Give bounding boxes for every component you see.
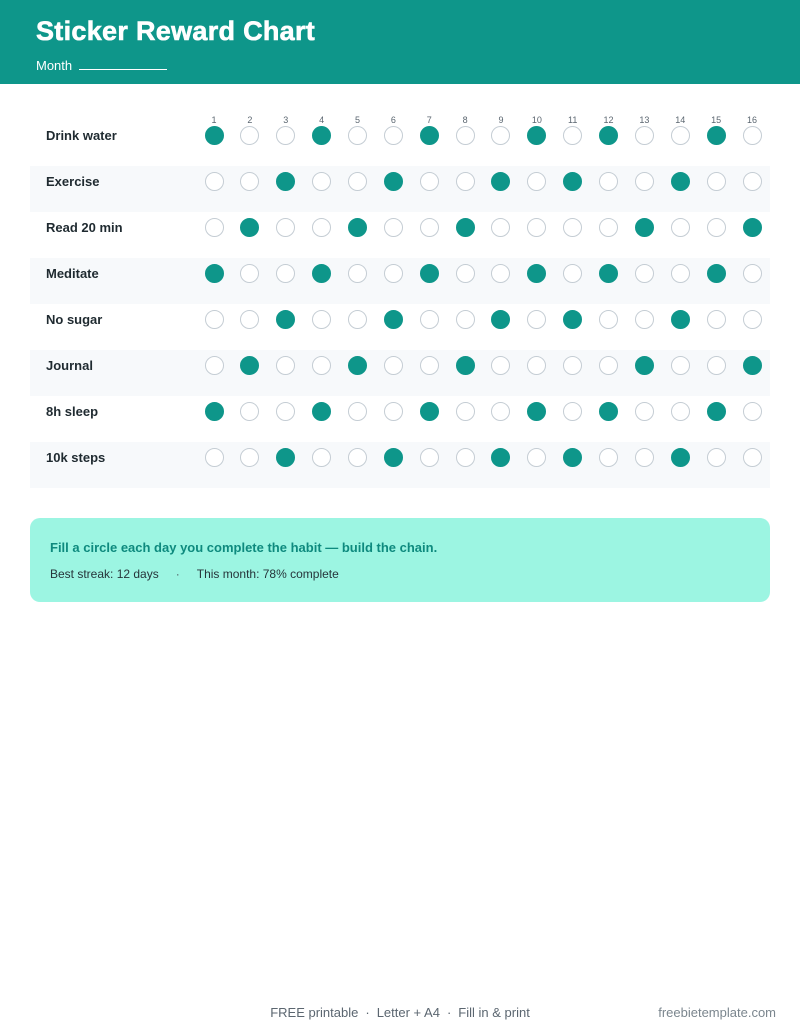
day-number: 4 — [319, 115, 325, 125]
sticker-circle-empty[interactable] — [527, 448, 546, 467]
sticker-circle-filled[interactable] — [205, 402, 224, 421]
sticker-circle-empty[interactable] — [563, 126, 582, 145]
day-number: 10 — [531, 115, 542, 125]
sticker-circle-empty[interactable] — [276, 126, 295, 145]
sticker-circle-filled[interactable] — [491, 310, 510, 329]
sticker-circle-filled[interactable] — [743, 356, 762, 375]
sticker-circle-filled[interactable] — [456, 218, 475, 237]
sticker-circle-filled[interactable] — [420, 402, 439, 421]
sticker-circle-empty[interactable] — [205, 356, 224, 375]
sticker-circle-filled[interactable] — [312, 402, 331, 421]
habit-row — [30, 258, 770, 304]
sticker-circle-empty[interactable] — [707, 356, 726, 375]
sticker-circle-empty[interactable] — [240, 448, 259, 467]
month-blank-line[interactable] — [79, 55, 167, 70]
habit-row — [30, 304, 770, 350]
sticker-circle-empty[interactable] — [527, 218, 546, 237]
habit-label: 10k steps — [46, 450, 106, 465]
habit-label: 8h sleep — [46, 404, 99, 419]
sticker-circle-empty[interactable] — [456, 448, 475, 467]
sticker-circle-filled[interactable] — [563, 448, 582, 467]
sticker-circle-filled[interactable] — [348, 356, 367, 375]
month-field — [36, 55, 167, 73]
sticker-circle-empty[interactable] — [420, 172, 439, 191]
footer-item-size: Letter + A4 — [376, 1005, 440, 1020]
sticker-circle-empty[interactable] — [599, 448, 618, 467]
habit-grid — [30, 120, 770, 488]
sticker-circle-filled[interactable] — [240, 356, 259, 375]
sticker-circle-empty[interactable] — [205, 310, 224, 329]
sticker-circle-empty[interactable] — [743, 264, 762, 283]
sticker-circle-empty[interactable] — [240, 126, 259, 145]
sticker-circle-filled[interactable] — [743, 218, 762, 237]
sticker-circle-empty[interactable] — [707, 310, 726, 329]
sticker-circle-empty[interactable] — [456, 310, 475, 329]
sticker-circle-filled[interactable] — [599, 264, 618, 283]
header-banner — [0, 0, 800, 84]
sticker-circle-filled[interactable] — [527, 126, 546, 145]
sticker-circle-empty[interactable] — [456, 172, 475, 191]
habit-row — [30, 166, 770, 212]
sticker-circle-empty[interactable] — [240, 264, 259, 283]
sticker-circle-empty[interactable] — [276, 402, 295, 421]
sticker-circle-filled[interactable] — [707, 264, 726, 283]
sticker-circle-empty[interactable] — [348, 448, 367, 467]
habit-row — [30, 120, 770, 166]
sticker-circle-empty[interactable] — [563, 264, 582, 283]
habit-label: No sugar — [46, 312, 103, 327]
sticker-circle-empty[interactable] — [276, 356, 295, 375]
footer-separator: · — [446, 1005, 452, 1020]
sticker-circle-filled[interactable] — [671, 310, 690, 329]
sticker-circle-empty[interactable] — [563, 218, 582, 237]
sticker-circle-empty[interactable] — [743, 448, 762, 467]
sticker-circle-filled[interactable] — [456, 356, 475, 375]
habit-label: Read 20 min — [46, 220, 123, 235]
habit-row — [30, 442, 770, 488]
sticker-circle-empty[interactable] — [312, 310, 331, 329]
sticker-circle-filled[interactable] — [205, 126, 224, 145]
day-number: 12 — [603, 115, 614, 125]
footer-item-print: Fill in & print — [458, 1005, 530, 1020]
sticker-circle-filled[interactable] — [527, 264, 546, 283]
sticker-circle-empty[interactable] — [348, 310, 367, 329]
instruction-panel — [30, 518, 770, 602]
sticker-circle-empty[interactable] — [420, 218, 439, 237]
sticker-circle-filled[interactable] — [527, 402, 546, 421]
sticker-circle-empty[interactable] — [599, 218, 618, 237]
sticker-circle-empty[interactable] — [384, 264, 403, 283]
sticker-circle-empty[interactable] — [348, 172, 367, 191]
sticker-circle-filled[interactable] — [276, 448, 295, 467]
habit-label: Drink water — [46, 128, 117, 143]
sticker-circle-empty[interactable] — [420, 448, 439, 467]
sticker-circle-filled[interactable] — [420, 126, 439, 145]
sticker-circle-empty[interactable] — [707, 172, 726, 191]
sticker-circle-empty[interactable] — [635, 448, 654, 467]
habit-row — [30, 350, 770, 396]
sticker-circle-empty[interactable] — [384, 126, 403, 145]
sticker-circle-empty[interactable] — [599, 356, 618, 375]
habit-label: Journal — [46, 358, 93, 373]
sticker-circle-empty[interactable] — [491, 126, 510, 145]
sticker-circle-filled[interactable] — [707, 402, 726, 421]
sticker-circle-filled[interactable] — [384, 310, 403, 329]
month-label: Month — [36, 58, 73, 73]
sticker-circle-empty[interactable] — [456, 126, 475, 145]
sticker-circle-empty[interactable] — [527, 172, 546, 191]
sticker-circle-empty[interactable] — [707, 448, 726, 467]
sticker-circle-filled[interactable] — [384, 448, 403, 467]
instruction-text: Fill a circle each day you complete the habit — build the chain. — [50, 540, 438, 555]
sticker-circle-empty[interactable] — [635, 126, 654, 145]
sticker-circle-filled[interactable] — [276, 310, 295, 329]
sticker-circle-empty[interactable] — [348, 126, 367, 145]
sticker-circle-empty[interactable] — [456, 264, 475, 283]
sticker-circle-empty[interactable] — [671, 126, 690, 145]
day-number: 14 — [675, 115, 686, 125]
sticker-circle-empty[interactable] — [276, 264, 295, 283]
habit-row — [30, 212, 770, 258]
sticker-circle-empty[interactable] — [240, 402, 259, 421]
sticker-circle-empty[interactable] — [456, 402, 475, 421]
day-number: 13 — [639, 115, 650, 125]
day-number: 15 — [711, 115, 722, 125]
sticker-circle-empty[interactable] — [635, 310, 654, 329]
sticker-circle-filled[interactable] — [240, 218, 259, 237]
sticker-circle-filled[interactable] — [491, 172, 510, 191]
sticker-circle-empty[interactable] — [491, 356, 510, 375]
sticker-circle-empty[interactable] — [671, 402, 690, 421]
day-number: 11 — [568, 115, 578, 125]
sticker-circle-filled[interactable] — [312, 264, 331, 283]
sticker-circle-filled[interactable] — [707, 126, 726, 145]
month-completion: This month: 78% complete — [196, 567, 339, 581]
sticker-circle-empty[interactable] — [635, 264, 654, 283]
sticker-circle-empty[interactable] — [240, 172, 259, 191]
sticker-circle-filled[interactable] — [205, 264, 224, 283]
sticker-circle-empty[interactable] — [240, 310, 259, 329]
day-number: 9 — [498, 115, 504, 125]
sticker-circle-empty[interactable] — [312, 448, 331, 467]
day-number: 7 — [426, 115, 432, 125]
sticker-circle-filled[interactable] — [420, 264, 439, 283]
sticker-circle-empty[interactable] — [599, 172, 618, 191]
sticker-circle-empty[interactable] — [743, 402, 762, 421]
stats-separator: · — [175, 567, 180, 581]
day-number: 6 — [390, 115, 396, 125]
day-number: 16 — [747, 115, 758, 125]
habit-label: Exercise — [46, 174, 100, 189]
sticker-circle-empty[interactable] — [527, 310, 546, 329]
sticker-circle-empty[interactable] — [635, 172, 654, 191]
sticker-circle-empty[interactable] — [205, 172, 224, 191]
sticker-circle-empty[interactable] — [599, 310, 618, 329]
sticker-circle-filled[interactable] — [491, 448, 510, 467]
sticker-circle-empty[interactable] — [348, 402, 367, 421]
page-title: Sticker Reward Chart — [36, 16, 316, 46]
sticker-circle-empty[interactable] — [707, 218, 726, 237]
sticker-circle-empty[interactable] — [312, 172, 331, 191]
sticker-circle-filled[interactable] — [671, 172, 690, 191]
sticker-circle-empty[interactable] — [276, 218, 295, 237]
sticker-circle-empty[interactable] — [384, 402, 403, 421]
sticker-circle-filled[interactable] — [312, 126, 331, 145]
sticker-circle-empty[interactable] — [312, 356, 331, 375]
sticker-circle-empty[interactable] — [491, 264, 510, 283]
sticker-circle-empty[interactable] — [205, 448, 224, 467]
sticker-circle-filled[interactable] — [384, 172, 403, 191]
sticker-circle-empty[interactable] — [563, 356, 582, 375]
habit-row — [30, 396, 770, 442]
sticker-circle-empty[interactable] — [420, 356, 439, 375]
sticker-circle-empty[interactable] — [743, 310, 762, 329]
day-number: 1 — [211, 115, 217, 125]
sticker-circle-filled[interactable] — [276, 172, 295, 191]
footer-item-free: FREE printable — [270, 1005, 359, 1020]
sticker-circle-filled[interactable] — [599, 402, 618, 421]
sticker-circle-empty[interactable] — [671, 356, 690, 375]
sticker-circle-filled[interactable] — [635, 356, 654, 375]
sticker-circle-empty[interactable] — [743, 126, 762, 145]
stats-line — [50, 567, 339, 581]
day-number: 5 — [354, 115, 360, 125]
sticker-circle-filled[interactable] — [348, 218, 367, 237]
sticker-circle-empty[interactable] — [491, 218, 510, 237]
sticker-circle-empty[interactable] — [384, 218, 403, 237]
sticker-circle-empty[interactable] — [384, 356, 403, 375]
day-number: 8 — [462, 115, 468, 125]
sticker-circle-empty[interactable] — [420, 310, 439, 329]
sticker-circle-empty[interactable] — [312, 218, 331, 237]
day-number: 2 — [247, 115, 253, 125]
sticker-circle-empty[interactable] — [743, 172, 762, 191]
sticker-circle-filled[interactable] — [635, 218, 654, 237]
sticker-circle-filled[interactable] — [563, 310, 582, 329]
footer-site-link[interactable]: freebietemplate.com — [658, 1005, 776, 1020]
sticker-circle-filled[interactable] — [599, 126, 618, 145]
sticker-circle-empty[interactable] — [491, 402, 510, 421]
sticker-circle-empty[interactable] — [348, 264, 367, 283]
sticker-circle-filled[interactable] — [671, 448, 690, 467]
day-number: 3 — [283, 115, 289, 125]
sticker-circle-empty[interactable] — [563, 402, 582, 421]
sticker-circle-empty[interactable] — [527, 356, 546, 375]
best-streak: Best streak: 12 days — [50, 567, 159, 581]
sticker-circle-empty[interactable] — [671, 264, 690, 283]
sticker-circle-empty[interactable] — [671, 218, 690, 237]
habit-label: Meditate — [46, 266, 99, 281]
sticker-circle-filled[interactable] — [563, 172, 582, 191]
footer-separator: · — [365, 1005, 370, 1020]
sticker-circle-empty[interactable] — [205, 218, 224, 237]
sticker-circle-empty[interactable] — [635, 402, 654, 421]
